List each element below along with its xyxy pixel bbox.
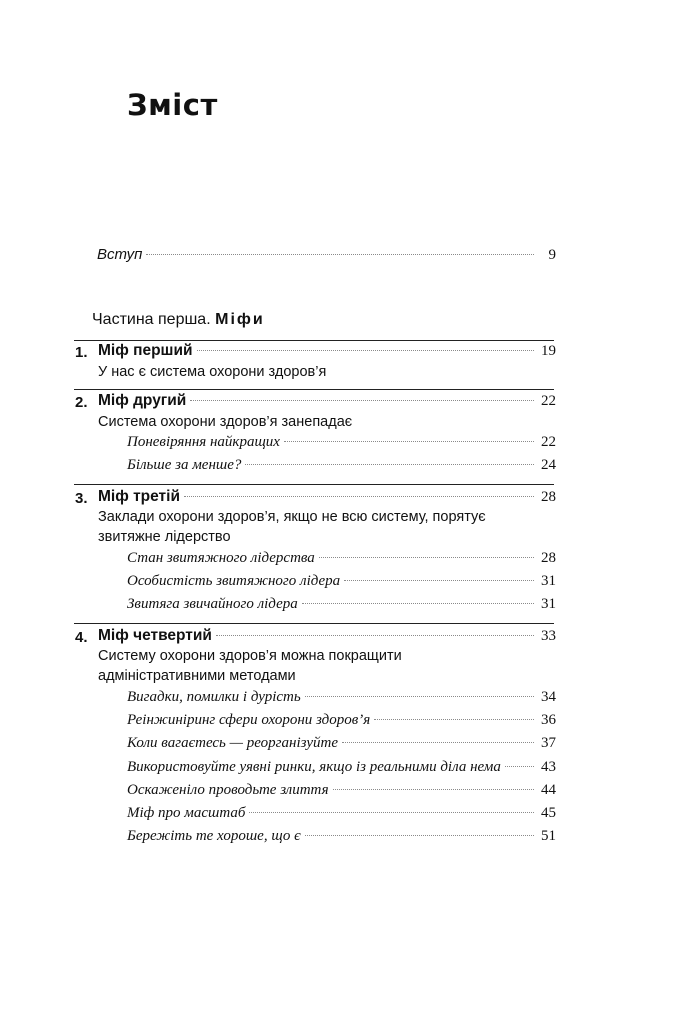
toc-entry-section[interactable]	[127, 550, 556, 572]
myth-subtitle: Систему охорони здоров’я можна покращити адміністративними методами	[98, 648, 402, 684]
toc-entry-section[interactable]	[127, 434, 556, 456]
dot-leader	[190, 400, 534, 401]
toc-entry-page: 22	[541, 393, 556, 409]
dot-leader	[344, 580, 534, 581]
toc-entry-label: Використовуйте уявні ринки, якщо із реальними діла нема	[127, 759, 501, 775]
toc-entry-label: Поневіряння найкращих	[127, 434, 280, 450]
dot-leader	[374, 719, 534, 720]
toc-entry-page: 37	[541, 735, 556, 751]
toc-entry-page: 31	[541, 573, 556, 589]
toc-entry-section[interactable]	[127, 828, 556, 850]
toc-entry-label: Стан звитяжного лідерства	[127, 550, 315, 566]
toc-entry-page: 19	[541, 343, 556, 359]
toc-entry-myth-1[interactable]	[98, 342, 556, 364]
toc-entry-page: 28	[541, 550, 556, 566]
toc-entry-label: Вступ	[97, 246, 143, 263]
toc-entry-page: 36	[541, 712, 556, 728]
myth-number: 4.	[75, 629, 88, 646]
toc-entry-section[interactable]	[127, 805, 556, 827]
toc-entry-section[interactable]	[127, 712, 556, 734]
myth-subtitle: Заклади охорони здоров’я, якщо не всю систему, порятує звитяжне лідерство	[98, 509, 486, 545]
part-name: Міфи	[215, 311, 265, 328]
dot-leader	[305, 835, 534, 836]
toc-entry-page: 28	[541, 489, 556, 505]
toc-entry-page: 34	[541, 689, 556, 705]
toc-entry-label: Вигадки, помилки і дурість	[127, 689, 301, 705]
toc-entry-page: 9	[548, 247, 556, 263]
toc-entry-label: Особистість звитяжного лідера	[127, 573, 341, 589]
toc-entry-label: Оскаженіло проводьте злиття	[127, 782, 329, 798]
dot-leader	[319, 557, 534, 558]
toc-entry-page: 31	[541, 596, 556, 612]
toc-entry-page: 33	[541, 628, 556, 644]
dot-leader	[333, 789, 534, 790]
toc-entry-page: 51	[541, 828, 556, 844]
toc-entry-section[interactable]	[127, 596, 556, 618]
myth-number: 1.	[75, 344, 88, 361]
myth-title: Міф четвертий	[98, 627, 212, 644]
toc-entry-label: Бережіть те хороше, що є	[127, 828, 301, 844]
dot-leader	[216, 635, 534, 636]
toc-entry-myth-2[interactable]	[98, 392, 556, 414]
section-rule	[74, 623, 554, 624]
part-heading	[92, 311, 265, 329]
toc-entry-page: 44	[541, 782, 556, 798]
toc-entry-section[interactable]	[127, 735, 556, 757]
dot-leader	[197, 350, 534, 351]
section-rule	[74, 484, 554, 485]
dot-leader	[284, 441, 534, 442]
part-prefix: Частина перша.	[92, 311, 211, 328]
dot-leader	[305, 696, 534, 697]
toc-entry-page: 24	[541, 457, 556, 473]
toc-entry-page: 43	[541, 759, 556, 775]
dot-leader	[184, 496, 534, 497]
toc-entry-label: Міф про масштаб	[127, 805, 246, 821]
myth-subtitle: У нас є система охорони здоров’я	[98, 364, 327, 380]
section-rule	[74, 340, 554, 341]
myth-title: Міф перший	[98, 342, 193, 359]
myth-subtitle: Система охорони здоров’я занепадає	[98, 414, 353, 430]
myth-title: Міф другий	[98, 392, 187, 409]
toc-entry-section[interactable]	[127, 782, 556, 804]
toc-entry-label: Коли вагаєтесь — реорганізуйте	[127, 735, 339, 751]
myth-title: Міф третій	[98, 488, 180, 505]
myth-number: 2.	[75, 394, 88, 411]
toc-entry-page: 22	[541, 434, 556, 450]
page-title: Зміст	[127, 88, 218, 122]
dot-leader	[146, 254, 534, 255]
dot-leader	[245, 464, 534, 465]
dot-leader	[249, 812, 534, 813]
toc-entry-label: Реінжиніринг сфери охорони здоров’я	[127, 712, 371, 728]
toc-entry-intro[interactable]	[97, 246, 556, 268]
toc-entry-section[interactable]	[127, 759, 556, 781]
toc-entry-section[interactable]	[127, 689, 556, 711]
toc-entry-label: Звитяга звичайного лідера	[127, 596, 298, 612]
section-rule	[74, 389, 554, 390]
dot-leader	[505, 766, 534, 767]
dot-leader	[302, 603, 534, 604]
toc-entry-section[interactable]	[127, 457, 556, 479]
myth-number: 3.	[75, 490, 88, 507]
toc-entry-page: 45	[541, 805, 556, 821]
toc-entry-section[interactable]	[127, 573, 556, 595]
toc-entry-label: Більше за менше?	[127, 457, 242, 473]
dot-leader	[342, 742, 534, 743]
